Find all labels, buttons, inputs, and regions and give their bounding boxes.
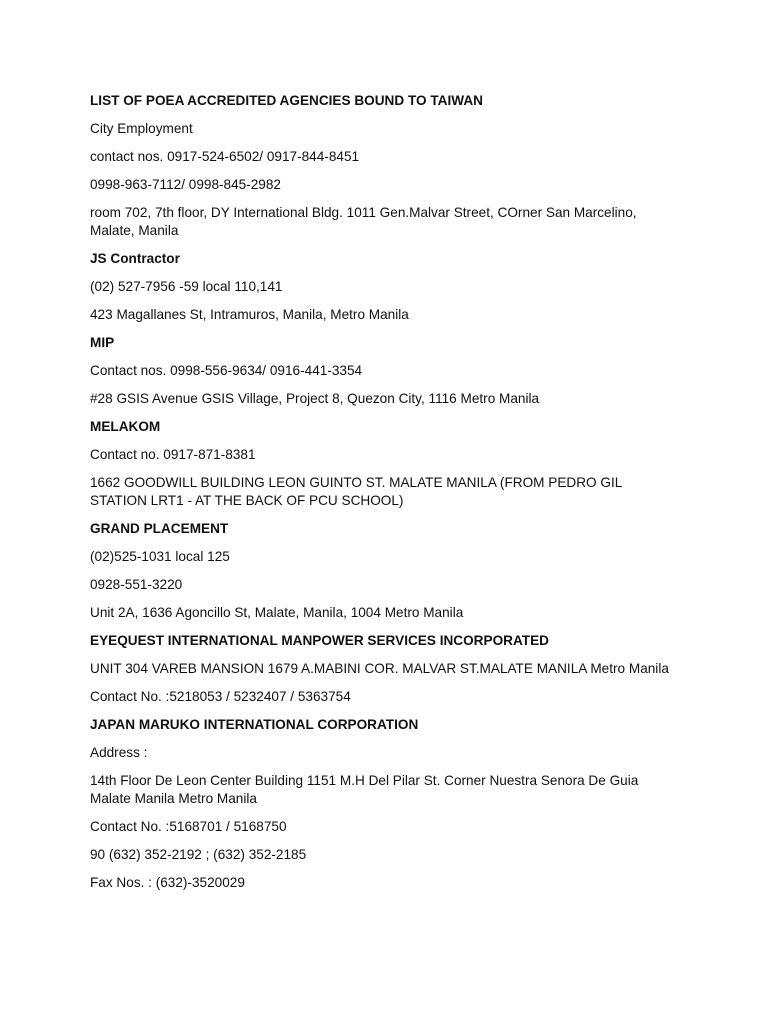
agency-contact: (02) 527-7956 -59 local 110,141: [90, 279, 283, 294]
agency-name-eyequest: EYEQUEST INTERNATIONAL MANPOWER SERVICES INCORPORATED: [90, 633, 549, 648]
agency-contact: Contact no. 0917-871-8381: [90, 447, 256, 462]
document-title: LIST OF POEA ACCREDITED AGENCIES BOUND TO TAIWAN: [90, 93, 483, 108]
agency-address: 423 Magallanes St, Intramuros, Manila, Metro Manila: [90, 307, 409, 322]
agency-address: Unit 2A, 1636 Agoncillo St, Malate, Manila, 1004 Metro Manila: [90, 605, 464, 620]
agency-name-city-employment: City Employment: [90, 121, 193, 136]
agency-contact: 0998-963-7112/ 0998-845-2982: [90, 177, 281, 192]
agency-address: 14th Floor De Leon Center Building 1151 M.H Del Pilar St. Corner Nuestra Senora De Guia Malate Manila Metro Manila: [90, 773, 639, 806]
agency-name-js-contractor: JS Contractor: [90, 251, 180, 266]
agency-address: room 702, 7th floor, DY International Bldg. 1011 Gen.Malvar Street, COrner San Marcelino, Malate, Manila: [90, 205, 637, 238]
agency-address: UNIT 304 VAREB MANSION 1679 A.MABINI COR. MALVAR ST.MALATE MANILA Metro Manila: [90, 661, 669, 676]
agency-address: #28 GSIS Avenue GSIS Village, Project 8, Quezon City, 1116 Metro Manila: [90, 391, 540, 406]
agency-name-japan-maruko: JAPAN MARUKO INTERNATIONAL CORPORATION: [90, 717, 419, 732]
agency-contact: Contact No. :5218053 / 5232407 / 5363754: [90, 689, 351, 704]
agency-name-melakom: MELAKOM: [90, 419, 161, 434]
agency-name-grand-placement: GRAND PLACEMENT: [90, 521, 229, 536]
agency-contact: (02)525-1031 local 125: [90, 549, 230, 564]
agency-contact: 0928-551-3220: [90, 577, 183, 592]
document-page: [90, 92, 670, 902]
agency-fax: Fax Nos. : (632)-3520029: [90, 875, 245, 890]
agency-contact: Contact No. :5168701 / 5168750: [90, 819, 287, 834]
agency-contact: Contact nos. 0998-556-9634/ 0916-441-3354: [90, 363, 363, 378]
agency-contact: 90 (632) 352-2192 ; (632) 352-2185: [90, 847, 307, 862]
agency-name-mip: MIP: [90, 335, 115, 350]
agency-address-label: Address :: [90, 745, 148, 760]
agency-address: 1662 GOODWILL BUILDING LEON GUINTO ST. MALATE MANILA (FROM PEDRO GIL STATION LRT1 - AT THE BACK OF PCU SCHOOL): [90, 475, 622, 508]
agency-contact: contact nos. 0917-524-6502/ 0917-844-8451: [90, 149, 360, 164]
